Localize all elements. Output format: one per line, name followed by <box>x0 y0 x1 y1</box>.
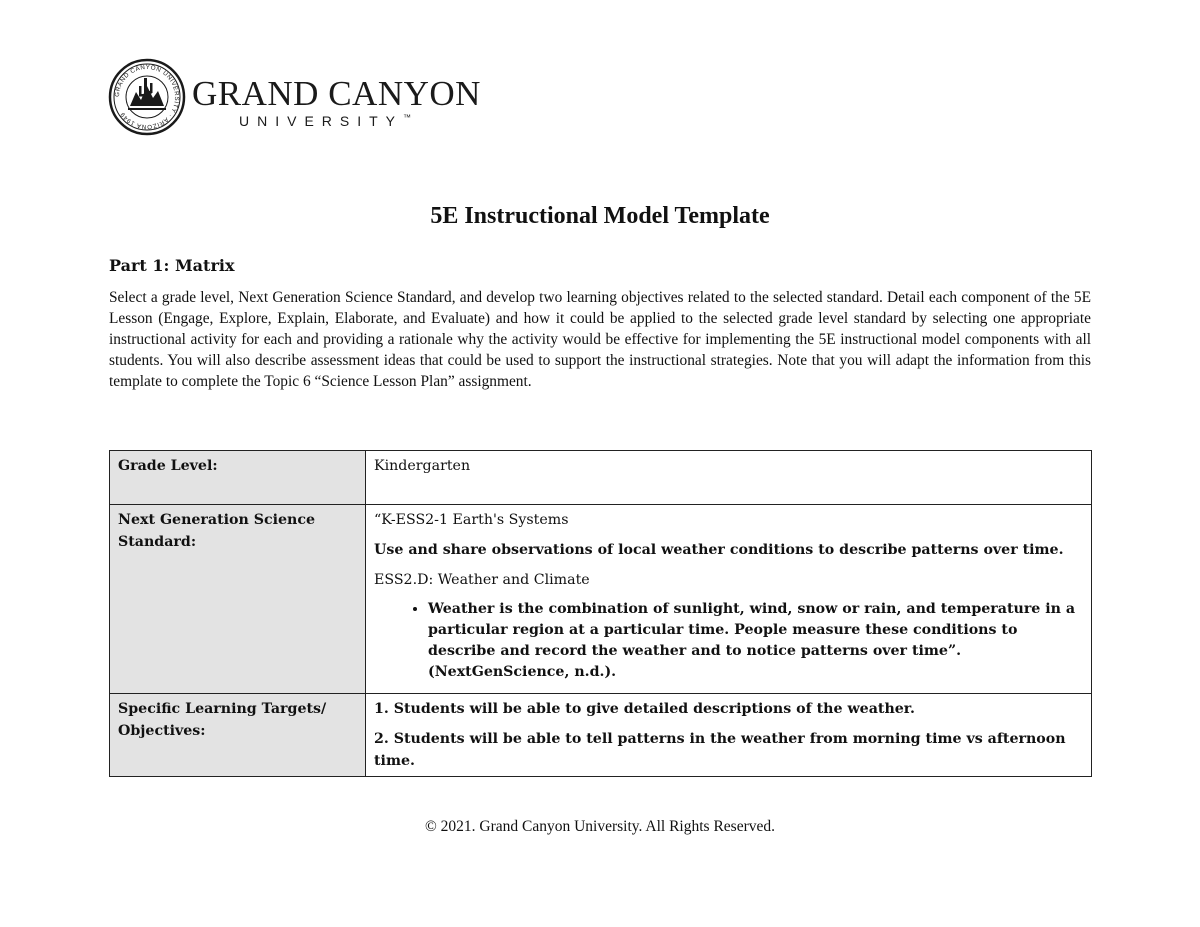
table-row <box>110 505 1092 694</box>
document-title: 5E Instructional Model Template <box>430 203 770 229</box>
trademark-mark: ™ <box>403 113 412 122</box>
university-seal-icon <box>108 58 186 136</box>
seal-text: GRAND CANYON UNIVERSITY · ARIZONA 1949 <box>113 63 181 131</box>
learning-targets-label: Specific Learning Targets/ Objectives: <box>110 694 366 777</box>
copyright-footer: © 2021. Grand Canyon University. All Rights Reserved. <box>424 818 775 835</box>
table-row <box>110 694 1092 777</box>
standard-subtopic: ESS2.D: Weather and Climate <box>374 572 590 588</box>
part-heading: Part 1: Matrix <box>109 256 235 275</box>
logo-subtitle <box>239 113 411 129</box>
logo-wordmark: GRAND CANYON <box>192 74 481 113</box>
objective-1: 1. Students will be able to give detailed descriptions of the weather. <box>374 701 915 717</box>
objective-2: 2. Students will be able to tell patterns in the weather from morning time vs afternoon time. <box>374 731 1066 769</box>
university-logo <box>108 58 481 136</box>
grade-level-value: Kindergarten <box>366 451 1092 505</box>
table-row <box>110 451 1092 505</box>
standard-bullet-list <box>374 599 1083 683</box>
standard-value <box>366 505 1092 694</box>
standard-code: “K-ESS2-1 Earth's Systems <box>374 512 569 528</box>
intro-paragraph: Select a grade level, Next Generation Science Standard, and develop two learning objectives related to the selected standard. Detail each component of the 5E Lesson (Engage, Explore, Explain, Elaborate, and Evaluate) and how it could be applied to the selected grade level standard by selecting one appropriate instructional activity for each and providing a rationale why the activity would be effective for implementing the 5E instructional model components with all students. You will also describe assessment ideas that could be used to support the instructional strategies. Note that you will adapt the information from this template to complete the Topic 6 “Science Lesson Plan” assignment. <box>109 289 1091 390</box>
logo-subtitle-text: UNIVERSITY <box>239 113 404 129</box>
matrix-table <box>109 450 1092 777</box>
standard-description: Use and share observations of local weather conditions to describe patterns over time. <box>374 542 1064 558</box>
grade-level-label: Grade Level: <box>110 451 366 505</box>
standard-label: Next Generation Science Standard: <box>110 505 366 694</box>
list-item: • Weather is the combination of sunlight, wind, snow or rain, and temperature in a particular region at a particular time. People measure these conditions to describe and record the weather and to notice patterns over time”. (NextGenScience, n.d.). <box>428 599 1083 683</box>
learning-targets-value <box>366 694 1092 777</box>
